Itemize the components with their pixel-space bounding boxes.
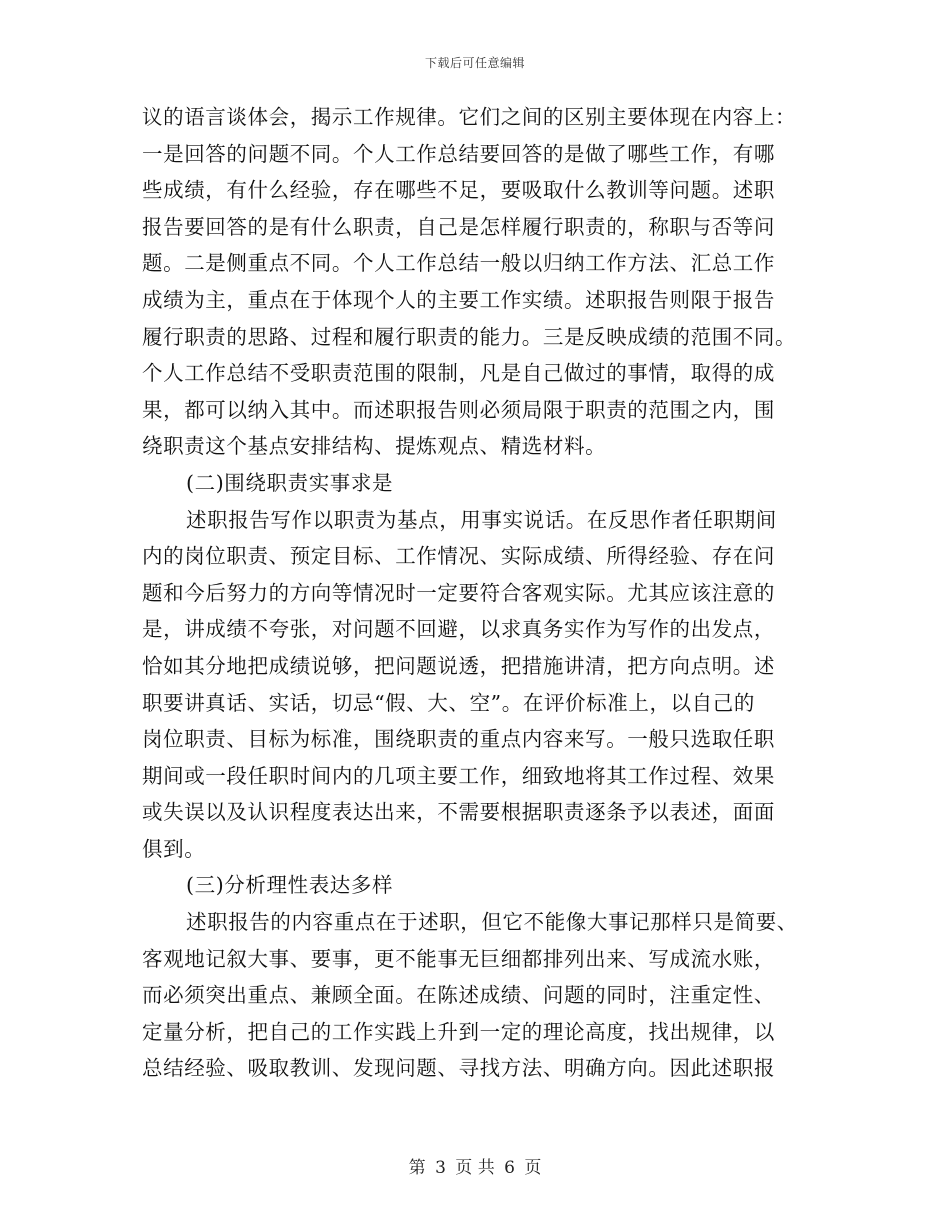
text-line: 是，讲成绩不夸张，对问题不回避，以求真务实作为写作的出发点， xyxy=(142,617,775,642)
text-line: 俱到。 xyxy=(142,836,206,861)
footer-prefix: 第 xyxy=(408,1158,426,1178)
text-line: 客观地记叙大事、要事，更不能事无巨细都排列出来、写成流水账， xyxy=(142,946,775,971)
text-line: (二)围绕职责实事求是 xyxy=(186,470,394,495)
current-page-number: 3 xyxy=(435,1158,446,1178)
footer-suffix: 页 xyxy=(524,1158,542,1178)
text-line: 岗位职责、目标为标准，围绕职责的重点内容来写。一般只选取任职 xyxy=(142,727,775,752)
text-line: 些成绩，有什么经验，存在哪些不足，要吸取什么教训等问题。述职 xyxy=(142,178,775,203)
text-line: 内的岗位职责、预定目标、工作情况、实际成绩、所得经验、存在问 xyxy=(142,544,775,569)
footer-middle: 页 共 xyxy=(455,1158,495,1178)
total-page-count: 6 xyxy=(504,1158,515,1178)
text-line: 恰如其分地把成绩说够，把问题说透，把措施讲清，把方向点明。述 xyxy=(142,653,775,678)
text-line: (三)分析理性表达多样 xyxy=(186,873,394,898)
text-line: 述职报告的内容重点在于述职，但它不能像大事记那样只是简要、 xyxy=(186,910,798,935)
text-line: 定量分析，把自己的工作实践上升到一定的理论高度，找出规律，以 xyxy=(142,1019,775,1044)
text-line: 总结经验、吸取教训、发现问题、寻找方法、明确方向。因此述职报 xyxy=(142,1056,775,1081)
text-line: 而必须突出重点、兼顾全面。在陈述成绩、问题的同时，注重定性、 xyxy=(142,983,775,1008)
text-line: 履行职责的思路、过程和履行职责的能力。三是反映成绩的范围不同。 xyxy=(142,324,797,349)
text-line: 或失误以及认识程度表达出来，不需要根据职责逐条予以表述，面面 xyxy=(142,800,775,825)
page-footer xyxy=(0,1153,950,1178)
text-line: 职要讲真话、实话，切忌“假、大、空”。在评价标准上，以自己的 xyxy=(142,690,755,715)
body-text xyxy=(142,99,812,1087)
text-line: 议的语言谈体会，揭示工作规律。它们之间的区别主要体现在内容上： xyxy=(142,105,797,129)
text-line: 个人工作总结不受职责范围的限制，凡是自己做过的事情，取得的成 xyxy=(142,361,775,386)
text-line: 一是回答的问题不同。个人工作总结要回答的是做了哪些工作，有哪 xyxy=(142,141,775,166)
text-line: 题和今后努力的方向等情况时一定要符合客观实际。尤其应该注意的 xyxy=(142,580,775,605)
text-line: 成绩为主，重点在于体现个人的主要工作实绩。述职报告则限于报告 xyxy=(142,287,775,312)
text-line: 期间或一段任职时间内的几项主要工作，细致地将其工作过程、效果 xyxy=(142,763,775,788)
text-line: 绕职责这个基点安排结构、提炼观点、精选材料。 xyxy=(142,434,607,459)
text-line: 报告要回答的是有什么职责，自己是怎样履行职责的，称职与否等问 xyxy=(142,214,775,239)
text-line: 果，都可以纳入其中。而述职报告则必须局限于职责的范围之内，围 xyxy=(142,397,775,422)
page-header: 下载后可任意编辑 xyxy=(424,56,525,70)
text-line: 述职报告写作以职责为基点，用事实说话。在反思作者任职期间 xyxy=(186,507,777,532)
text-line: 题。二是侧重点不同。个人工作总结一般以归纳工作方法、汇总工作 xyxy=(142,251,775,276)
